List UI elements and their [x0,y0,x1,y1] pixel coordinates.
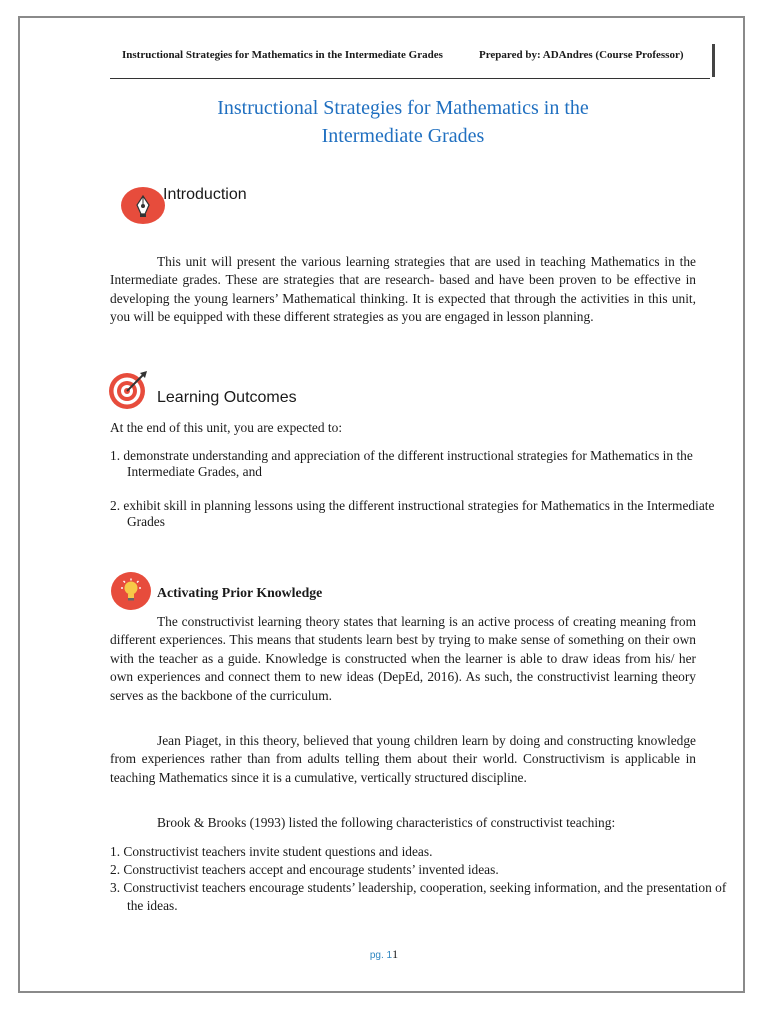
characteristic-item-3: 3. Constructivist teachers encourage students’ leadership, cooperation, seeking information, and the presentation of the ideas. [110,880,727,913]
title-line-2: Intermediate Grades [321,125,485,147]
title-line-1: Instructional Strategies for Mathematics in the [217,97,589,119]
prior-knowledge-paragraph-2 [110,732,696,787]
header-title: Instructional Strategies for Mathematics in the Intermediate Grades [122,49,443,61]
target-icon [107,369,149,411]
prior-knowledge-text-3: Brook & Brooks (1993) listed the following characteristics of constructivist teaching: [157,815,616,830]
page-footer [0,947,768,962]
prior-knowledge-paragraph-3 [110,814,696,832]
introduction-text: This unit will present the various learning strategies that are used in teaching Mathematics in the Intermediate grades. These are strategies that are research- based and have been proven to be effective in developing the young learners’ Mathematical thinking. It is expected that through the activities in this unit, you will be equipped with these different strategies as you are engaged in lesson planning. [110,254,696,325]
page-header [110,44,710,79]
prior-knowledge-text-2: Jean Piaget, in this theory, believed that young children learn by doing and constructing knowledge from experiences rather than from adults telling them about their world. Constructivism is applicable in teaching Mathematics since it is a cumulative, vertically structured discipline. [110,733,696,785]
characteristic-item-1: 1. Constructivist teachers invite student questions and ideas. [110,844,433,859]
page-number: 1 [392,947,399,961]
learning-outcomes-heading: Learning Outcomes [157,389,297,406]
document-title [110,94,696,150]
page-label: pg. 1 [369,950,393,961]
lightbulb-icon [111,572,151,610]
introduction-paragraph [110,253,696,327]
pen-nib-icon [121,187,165,224]
header-author: Prepared by: ADAndres (Course Professor) [479,49,684,61]
header-bar [712,44,715,77]
prior-knowledge-text-1: The constructivist learning theory states that learning is an active process of creating meaning from different experiences. This means that students learn best by trying to make sense of something on their own with the teacher as a guide. Knowledge is constructed when the learner is able to draw ideas from his/ her own experiences and connect them to new ideas (DepEd, 2016). As such, the constructivist learning theory serves as the backbone of the curriculum. [110,614,696,703]
characteristic-item-2: 2. Constructivist teachers accept and encourage students’ invented ideas. [110,862,499,877]
outcome-item-1: 1. demonstrate understanding and appreciation of the different instructional strategies for Mathematics in the Intermediate Grades, and [110,448,693,479]
prior-knowledge-paragraph-1 [110,613,696,705]
introduction-heading: Introduction [163,186,247,203]
learning-outcomes-intro: At the end of this unit, you are expected to: [110,420,343,435]
prior-knowledge-heading: Activating Prior Knowledge [157,585,323,600]
outcome-item-2: 2. exhibit skill in planning lessons using the different instructional strategies for Mathematics in the Intermediate Grades [110,498,715,529]
